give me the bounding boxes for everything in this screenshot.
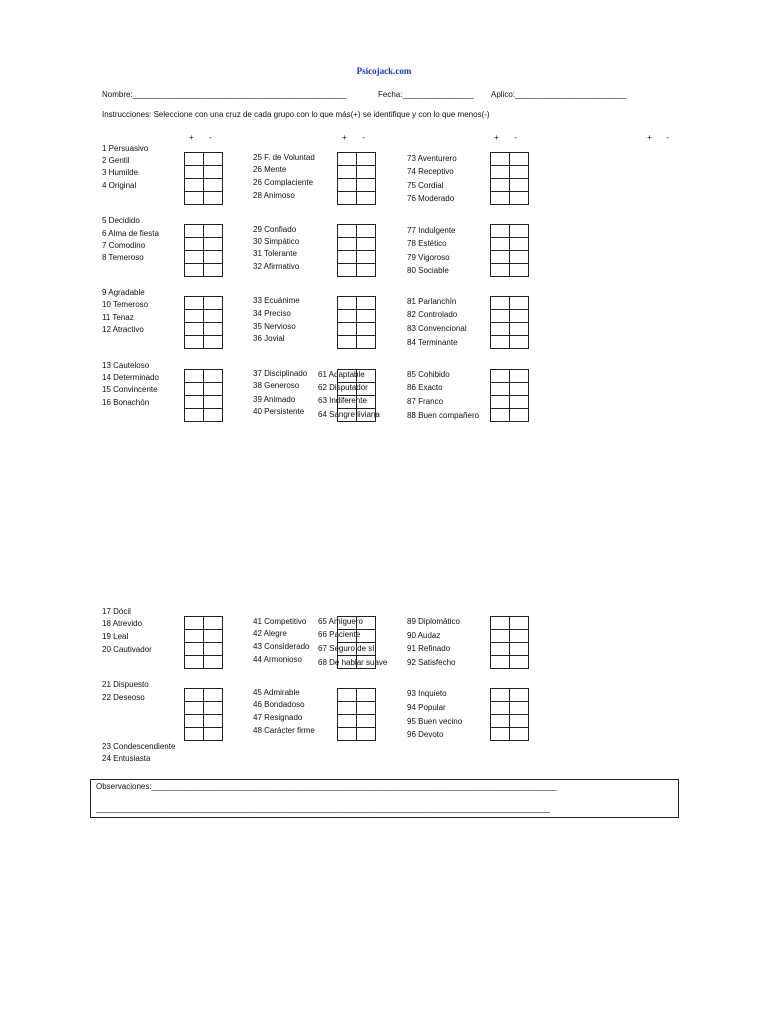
checkbox-cell-minus[interactable] bbox=[356, 335, 376, 349]
checkbox-cell-minus[interactable] bbox=[509, 701, 529, 715]
checkbox-cell-minus[interactable] bbox=[356, 642, 376, 656]
checkbox-cell-plus[interactable] bbox=[490, 655, 510, 669]
col2-item: 28 Animoso bbox=[253, 191, 295, 200]
checkbox-cell-minus[interactable] bbox=[356, 224, 376, 238]
checkbox-cell-plus[interactable] bbox=[337, 263, 357, 277]
checkbox-cell-plus[interactable] bbox=[337, 616, 357, 630]
checkbox-cell-plus[interactable] bbox=[184, 688, 204, 702]
checkbox-cell-plus[interactable] bbox=[184, 655, 204, 669]
checkbox-cell-plus[interactable] bbox=[490, 309, 510, 323]
checkbox-cell-plus[interactable] bbox=[490, 152, 510, 166]
checkbox-cell-plus[interactable] bbox=[337, 727, 357, 741]
checkbox-cell-minus[interactable] bbox=[356, 369, 376, 383]
col3-item: 73 Aventurero bbox=[407, 154, 457, 163]
checkbox-cell-minus[interactable] bbox=[203, 191, 223, 205]
col3-item: 92 Satisfecho bbox=[407, 658, 456, 667]
checkbox-cell-plus[interactable] bbox=[490, 688, 510, 702]
col3-plus-label: + bbox=[494, 133, 499, 142]
checkbox-cell-plus[interactable] bbox=[337, 701, 357, 715]
checkbox-cell-plus[interactable] bbox=[184, 335, 204, 349]
col3-item: 79 Vigoroso bbox=[407, 253, 450, 262]
checkbox-cell-minus[interactable] bbox=[356, 395, 376, 409]
checkbox-cell-minus[interactable] bbox=[509, 629, 529, 643]
col3-item: 76 Moderado bbox=[407, 194, 455, 203]
checkbox-cell-plus[interactable] bbox=[184, 629, 204, 643]
checkbox-cell-minus[interactable] bbox=[203, 296, 223, 310]
checkbox-cell-minus[interactable] bbox=[203, 152, 223, 166]
col2-item: 36 Jovial bbox=[253, 334, 285, 343]
col2-item: 32 Afirmativo bbox=[253, 262, 300, 271]
col1-minus-label: - bbox=[209, 133, 212, 142]
checkbox-cell-plus[interactable] bbox=[184, 224, 204, 238]
checkbox-cell-minus[interactable] bbox=[356, 309, 376, 323]
col2-item: 43 Considerado bbox=[253, 642, 310, 651]
checkbox-cell-plus[interactable] bbox=[184, 322, 204, 336]
checkbox-cell-plus[interactable] bbox=[184, 178, 204, 192]
checkbox-cell-minus[interactable] bbox=[509, 296, 529, 310]
checkbox-cell-plus[interactable] bbox=[490, 250, 510, 264]
checkbox-cell-plus[interactable] bbox=[337, 688, 357, 702]
checkbox-cell-minus[interactable] bbox=[203, 224, 223, 238]
checkbox-cell-plus[interactable] bbox=[184, 296, 204, 310]
col3-item: 89 Diplomático bbox=[407, 617, 460, 626]
checkbox-cell-minus[interactable] bbox=[509, 369, 529, 383]
col1-item: 17 Dócil bbox=[102, 607, 131, 616]
col3-item: 96 Devoto bbox=[407, 730, 444, 739]
checkbox-cell-minus[interactable] bbox=[509, 655, 529, 669]
checkbox-cell-plus[interactable] bbox=[337, 165, 357, 179]
col2b-item: 67 Seguro de sí bbox=[318, 644, 375, 653]
checkbox-cell-minus[interactable] bbox=[203, 263, 223, 277]
checkbox-cell-plus[interactable] bbox=[490, 408, 510, 422]
checkbox-cell-minus[interactable] bbox=[203, 688, 223, 702]
checkbox-cell-plus[interactable] bbox=[184, 714, 204, 728]
checkbox-cell-minus[interactable] bbox=[356, 727, 376, 741]
checkbox-cell-plus[interactable] bbox=[490, 701, 510, 715]
col3-item: 86 Exacto bbox=[407, 383, 443, 392]
col2-plus-label: + bbox=[342, 133, 347, 142]
checkbox-cell-minus[interactable] bbox=[509, 616, 529, 630]
name-field[interactable]: Nombre:________________________________________________ bbox=[102, 90, 347, 99]
checkbox-cell-minus[interactable] bbox=[356, 408, 376, 422]
checkbox-cell-minus[interactable] bbox=[356, 263, 376, 277]
col1-item: 23 Condescendiente bbox=[102, 742, 176, 751]
col2b-item: 64 Sangre liviana bbox=[318, 410, 380, 419]
col3-item: 78 Estético bbox=[407, 239, 447, 248]
checkbox-cell-plus[interactable] bbox=[184, 395, 204, 409]
checkbox-cell-plus[interactable] bbox=[184, 165, 204, 179]
checkbox-cell-minus[interactable] bbox=[203, 165, 223, 179]
checkbox-cell-minus[interactable] bbox=[356, 152, 376, 166]
col1-item: 14 Determinado bbox=[102, 373, 159, 382]
col2-item: 40 Persistente bbox=[253, 407, 305, 416]
checkbox-cell-plus[interactable] bbox=[184, 191, 204, 205]
checkbox-cell-minus[interactable] bbox=[203, 322, 223, 336]
checkbox-cell-plus[interactable] bbox=[184, 250, 204, 264]
col3-item: 75 Cordial bbox=[407, 181, 444, 190]
checkbox-cell-minus[interactable] bbox=[509, 382, 529, 396]
col1-plus-label: + bbox=[189, 133, 194, 142]
col3-item: 87 Franco bbox=[407, 397, 444, 406]
checkbox-cell-minus[interactable] bbox=[356, 165, 376, 179]
checkbox-cell-plus[interactable] bbox=[490, 335, 510, 349]
col2-item: 31 Tolerante bbox=[253, 249, 297, 258]
checkbox-cell-minus[interactable] bbox=[356, 191, 376, 205]
checkbox-cell-minus[interactable] bbox=[203, 335, 223, 349]
checkbox-cell-minus[interactable] bbox=[356, 655, 376, 669]
checkbox-cell-plus[interactable] bbox=[184, 263, 204, 277]
checkbox-cell-minus[interactable] bbox=[509, 165, 529, 179]
col3-item: 81 Parlanchín bbox=[407, 297, 457, 306]
checkbox-cell-plus[interactable] bbox=[490, 382, 510, 396]
col1-item: 22 Deseoso bbox=[102, 693, 145, 702]
col3-item: 95 Buen vecino bbox=[407, 717, 463, 726]
checkbox-cell-plus[interactable] bbox=[337, 178, 357, 192]
checkbox-cell-plus[interactable] bbox=[337, 335, 357, 349]
checkbox-cell-plus[interactable] bbox=[184, 369, 204, 383]
col2-item: 38 Generoso bbox=[253, 381, 300, 390]
col2-item: 39 Animado bbox=[253, 395, 296, 404]
col1-item: 11 Tenaz bbox=[102, 313, 134, 322]
col2-item: 42 Alegre bbox=[253, 629, 287, 638]
checkbox-cell-plus[interactable] bbox=[337, 224, 357, 238]
instructions-text: Instrucciones: Seleccione con una cruz de cada grupo con lo que más(+) se identifique y con lo que menos(-) bbox=[102, 110, 490, 119]
col1-item: 3 Humilde bbox=[102, 168, 139, 177]
checkbox-cell-minus[interactable] bbox=[356, 616, 376, 630]
checkbox-cell-minus[interactable] bbox=[509, 688, 529, 702]
checkbox-cell-plus[interactable] bbox=[490, 296, 510, 310]
checkbox-cell-minus[interactable] bbox=[356, 250, 376, 264]
col1-item: 9 Agradable bbox=[102, 288, 145, 297]
col1-item: 4 Original bbox=[102, 181, 137, 190]
col3-item: 82 Controlado bbox=[407, 310, 458, 319]
col3-item: 90 Audaz bbox=[407, 631, 441, 640]
checkbox-cell-minus[interactable] bbox=[356, 178, 376, 192]
checkbox-cell-minus[interactable] bbox=[509, 309, 529, 323]
col2b-item: 65 Amiguero bbox=[318, 617, 363, 626]
col1-item: 12 Atractivo bbox=[102, 325, 144, 334]
checkbox-cell-plus[interactable] bbox=[184, 408, 204, 422]
checkbox-cell-plus[interactable] bbox=[337, 395, 357, 409]
observations-field[interactable]: Observaciones:___________________________________________________________________________________________ bbox=[96, 782, 557, 791]
checkbox-cell-minus[interactable] bbox=[509, 727, 529, 741]
checkbox-cell-minus[interactable] bbox=[509, 178, 529, 192]
col2-item: 34 Preciso bbox=[253, 309, 291, 318]
col3-item: 91 Refinado bbox=[407, 644, 451, 653]
checkbox-cell-plus[interactable] bbox=[490, 714, 510, 728]
checkbox-cell-plus[interactable] bbox=[337, 408, 357, 422]
checkbox-cell-minus[interactable] bbox=[203, 395, 223, 409]
checkbox-cell-minus[interactable] bbox=[203, 655, 223, 669]
checkbox-cell-minus[interactable] bbox=[509, 408, 529, 422]
col2-item: 44 Armonioso bbox=[253, 655, 302, 664]
checkbox-cell-plus[interactable] bbox=[337, 309, 357, 323]
checkbox-cell-minus[interactable] bbox=[356, 629, 376, 643]
col1-item: 5 Decidido bbox=[102, 216, 140, 225]
col2-item: 47 Resignado bbox=[253, 713, 303, 722]
checkbox-cell-minus[interactable] bbox=[509, 191, 529, 205]
col1-item: 1 Persuasivo bbox=[102, 144, 149, 153]
col1-item: 7 Comodino bbox=[102, 241, 146, 250]
checkbox-cell-minus[interactable] bbox=[203, 250, 223, 264]
col2b-item: 61 Adaptable bbox=[318, 370, 365, 379]
col2-item: 29 Confiado bbox=[253, 225, 297, 234]
checkbox-cell-minus[interactable] bbox=[203, 727, 223, 741]
checkbox-cell-plus[interactable] bbox=[490, 224, 510, 238]
col4-minus-label: - bbox=[666, 133, 669, 142]
checkbox-cell-minus[interactable] bbox=[356, 322, 376, 336]
col3-item: 88 Buen compañero bbox=[407, 411, 480, 420]
checkbox-cell-minus[interactable] bbox=[356, 688, 376, 702]
col3-item: 85 Cohibido bbox=[407, 370, 450, 379]
col2b-item: 68 De hablar suave bbox=[318, 658, 388, 667]
checkbox-cell-plus[interactable] bbox=[337, 382, 357, 396]
checkbox-cell-plus[interactable] bbox=[337, 296, 357, 310]
checkbox-cell-plus[interactable] bbox=[337, 322, 357, 336]
col1-item: 16 Bonachón bbox=[102, 398, 150, 407]
checkbox-cell-plus[interactable] bbox=[184, 701, 204, 715]
checkbox-cell-minus[interactable] bbox=[203, 309, 223, 323]
col3-item: 80 Sociable bbox=[407, 266, 449, 275]
checkbox-cell-plus[interactable] bbox=[337, 191, 357, 205]
checkbox-cell-minus[interactable] bbox=[203, 408, 223, 422]
checkbox-cell-plus[interactable] bbox=[337, 655, 357, 669]
col2-item: 26 Complaciente bbox=[253, 178, 314, 187]
checkbox-cell-plus[interactable] bbox=[337, 714, 357, 728]
col2-item: 46 Bondadoso bbox=[253, 700, 305, 709]
checkbox-cell-minus[interactable] bbox=[203, 382, 223, 396]
checkbox-cell-minus[interactable] bbox=[509, 714, 529, 728]
checkbox-cell-plus[interactable] bbox=[337, 369, 357, 383]
col1-item: 20 Cautivador bbox=[102, 645, 152, 654]
checkbox-cell-plus[interactable] bbox=[490, 616, 510, 630]
applied-field[interactable]: Aplico:_________________________ bbox=[491, 90, 627, 99]
checkbox-cell-minus[interactable] bbox=[203, 369, 223, 383]
checkbox-cell-plus[interactable] bbox=[490, 237, 510, 251]
col3-item: 84 Terminante bbox=[407, 338, 458, 347]
col3-minus-label: - bbox=[514, 133, 517, 142]
col3-item: 94 Popular bbox=[407, 703, 446, 712]
col2-item: 37 Disciplinado bbox=[253, 369, 308, 378]
checkbox-cell-minus[interactable] bbox=[356, 701, 376, 715]
checkbox-cell-plus[interactable] bbox=[490, 369, 510, 383]
col2b-item: 62 Disputador bbox=[318, 383, 368, 392]
checkbox-cell-minus[interactable] bbox=[509, 322, 529, 336]
col1-item: 15 Convincente bbox=[102, 385, 158, 394]
checkbox-cell-plus[interactable] bbox=[184, 642, 204, 656]
col3-item: 77 Indulgente bbox=[407, 226, 456, 235]
col2b-item: 66 Paciente bbox=[318, 630, 361, 639]
checkbox-cell-plus[interactable] bbox=[490, 191, 510, 205]
col2-minus-label: - bbox=[362, 133, 365, 142]
col1-item: 8 Temeroso bbox=[102, 253, 144, 262]
col1-item: 19 Leal bbox=[102, 632, 129, 641]
checkbox-cell-minus[interactable] bbox=[203, 714, 223, 728]
checkbox-cell-minus[interactable] bbox=[509, 250, 529, 264]
col1-item: 18 Atrevido bbox=[102, 619, 143, 628]
checkbox-cell-plus[interactable] bbox=[337, 152, 357, 166]
checkbox-cell-plus[interactable] bbox=[490, 727, 510, 741]
checkbox-cell-minus[interactable] bbox=[509, 152, 529, 166]
col2-item: 26 Mente bbox=[253, 165, 287, 174]
col1-item: 21 Dispuesto bbox=[102, 680, 149, 689]
col2-item: 33 Ecuánime bbox=[253, 296, 300, 305]
col3-item: 93 Inquieto bbox=[407, 689, 447, 698]
site-title: Psicojack.com bbox=[356, 66, 412, 76]
checkbox-cell-plus[interactable] bbox=[337, 250, 357, 264]
col2b-item: 63 Indiferente bbox=[318, 396, 367, 405]
col2-item: 41 Competitivo bbox=[253, 617, 307, 626]
col2-item: 25 F. de Voluntad bbox=[253, 153, 315, 162]
checkbox-cell-plus[interactable] bbox=[184, 727, 204, 741]
checkbox-cell-plus[interactable] bbox=[490, 395, 510, 409]
checkbox-cell-minus[interactable] bbox=[203, 701, 223, 715]
checkbox-cell-minus[interactable] bbox=[203, 237, 223, 251]
col1-item: 2 Gentil bbox=[102, 156, 130, 165]
observations-line-2[interactable]: ______________________________________________________________________________________________________ bbox=[96, 804, 550, 813]
col1-item: 24 Entusiasta bbox=[102, 754, 151, 763]
checkbox-cell-minus[interactable] bbox=[509, 237, 529, 251]
checkbox-cell-plus[interactable] bbox=[184, 382, 204, 396]
col2-item: 35 Nervioso bbox=[253, 322, 296, 331]
checkbox-cell-plus[interactable] bbox=[490, 178, 510, 192]
col3-item: 74 Receptivo bbox=[407, 167, 454, 176]
checkbox-cell-plus[interactable] bbox=[490, 165, 510, 179]
checkbox-cell-plus[interactable] bbox=[490, 629, 510, 643]
checkbox-cell-minus[interactable] bbox=[356, 382, 376, 396]
checkbox-cell-plus[interactable] bbox=[337, 237, 357, 251]
checkbox-cell-minus[interactable] bbox=[356, 714, 376, 728]
checkbox-cell-plus[interactable] bbox=[184, 616, 204, 630]
checkbox-cell-plus[interactable] bbox=[490, 642, 510, 656]
checkbox-cell-plus[interactable] bbox=[337, 629, 357, 643]
col3-item: 83 Convencional bbox=[407, 324, 467, 333]
date-field[interactable]: Fecha:________________ bbox=[378, 90, 474, 99]
checkbox-cell-plus[interactable] bbox=[490, 322, 510, 336]
col2-item: 30 Simpático bbox=[253, 237, 300, 246]
checkbox-cell-plus[interactable] bbox=[337, 642, 357, 656]
checkbox-cell-minus[interactable] bbox=[509, 642, 529, 656]
col1-item: 13 Cauteloso bbox=[102, 361, 150, 370]
checkbox-cell-plus[interactable] bbox=[184, 309, 204, 323]
checkbox-cell-minus[interactable] bbox=[203, 178, 223, 192]
checkbox-cell-minus[interactable] bbox=[203, 616, 223, 630]
checkbox-cell-minus[interactable] bbox=[203, 629, 223, 643]
col1-item: 10 Temeroso bbox=[102, 300, 149, 309]
col2-item: 48 Carácter firme bbox=[253, 726, 315, 735]
col4-plus-label: + bbox=[647, 133, 652, 142]
checkbox-cell-minus[interactable] bbox=[509, 224, 529, 238]
checkbox-cell-plus[interactable] bbox=[184, 152, 204, 166]
checkbox-cell-minus[interactable] bbox=[356, 237, 376, 251]
col2-item: 45 Admirable bbox=[253, 688, 300, 697]
checkbox-cell-minus[interactable] bbox=[203, 642, 223, 656]
checkbox-cell-minus[interactable] bbox=[509, 335, 529, 349]
checkbox-cell-plus[interactable] bbox=[490, 263, 510, 277]
checkbox-cell-minus[interactable] bbox=[509, 263, 529, 277]
col1-item: 6 Alma de fiesta bbox=[102, 229, 159, 238]
checkbox-cell-minus[interactable] bbox=[356, 296, 376, 310]
checkbox-cell-plus[interactable] bbox=[184, 237, 204, 251]
checkbox-cell-minus[interactable] bbox=[509, 395, 529, 409]
